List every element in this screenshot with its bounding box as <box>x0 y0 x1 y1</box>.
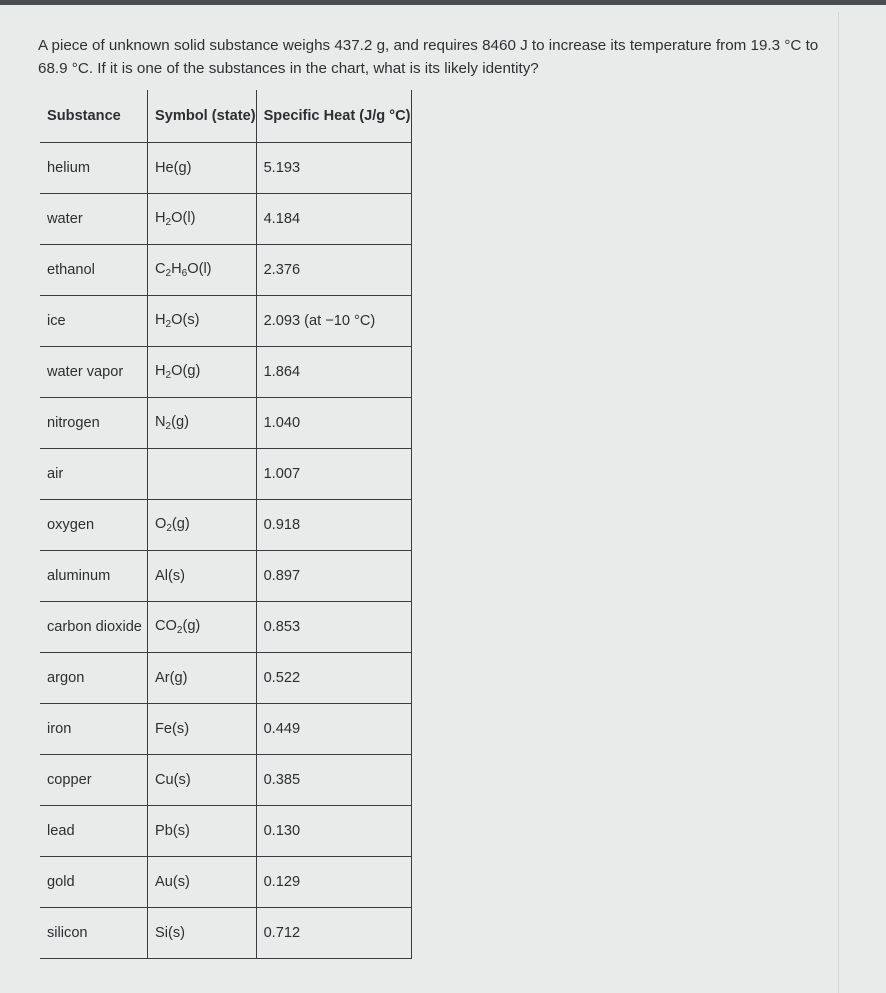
symbol-formula: Cu <box>155 772 174 788</box>
symbol-state: (g) <box>169 670 188 686</box>
specific-heat-cell: 0.712 <box>256 908 411 959</box>
symbol-cell <box>148 704 257 755</box>
symbol-rest: H <box>171 261 182 277</box>
symbol-state: (s) <box>167 925 186 941</box>
specific-heat-cell: 0.897 <box>256 551 411 602</box>
symbol-sub2: 6 <box>181 268 188 279</box>
table-row <box>40 398 411 449</box>
symbol-cell <box>148 908 257 959</box>
top-border-bar <box>0 0 886 5</box>
symbol-state: (s) <box>173 772 191 788</box>
symbol-sub: 2 <box>165 319 172 330</box>
symbol-formula: He <box>155 160 174 176</box>
question-text: A piece of unknown solid substance weighs 437.2 g, and requires 8460 J to increase its temperature from 19.3 °C to 68.9 °C. If it is one of the substances in the chart, what is its likely identity? <box>38 37 819 77</box>
symbol-state: (g) <box>173 160 192 176</box>
symbol-cell <box>148 245 257 296</box>
substance-cell: aluminum <box>40 551 148 602</box>
symbol-state: (l) <box>198 261 212 277</box>
symbol-cell <box>148 806 257 857</box>
substance-cell: iron <box>40 704 148 755</box>
symbol-cell <box>148 347 257 398</box>
symbol-formula: Fe <box>155 721 173 737</box>
table-header-row <box>40 90 411 143</box>
table-row <box>40 347 411 398</box>
symbol-sub: 2 <box>165 268 172 279</box>
symbol-formula: Al <box>155 568 168 584</box>
symbol-formula: Au <box>155 874 173 890</box>
specific-heat-cell: 4.184 <box>256 194 411 245</box>
header-specific-heat: Specific Heat (J/g °C) <box>256 90 411 143</box>
symbol-formula: Si <box>155 925 168 941</box>
symbol-formula: H <box>155 312 166 328</box>
substance-cell: air <box>40 449 148 500</box>
table-row <box>40 500 411 551</box>
table-row <box>40 245 411 296</box>
symbol-state: (s) <box>172 721 190 737</box>
symbol-formula: N <box>155 414 166 430</box>
symbol-cell <box>148 194 257 245</box>
symbol-cell <box>148 449 257 500</box>
specific-heat-cell: 5.193 <box>256 143 411 194</box>
symbol-cell <box>148 398 257 449</box>
table-row <box>40 296 411 347</box>
symbol-formula: Pb <box>155 823 173 839</box>
substance-cell: copper <box>40 755 148 806</box>
substance-cell: gold <box>40 857 148 908</box>
table-row <box>40 551 411 602</box>
table-row <box>40 704 411 755</box>
symbol-sub: 2 <box>165 421 172 432</box>
symbol-formula: Ar <box>155 670 170 686</box>
specific-heat-cell: 1.007 <box>256 449 411 500</box>
specific-heat-cell: 0.385 <box>256 755 411 806</box>
symbol-formula: C <box>155 261 166 277</box>
symbol-rest: O <box>171 210 183 226</box>
symbol-cell <box>148 551 257 602</box>
substance-cell: silicon <box>40 908 148 959</box>
symbol-rest2: O <box>187 261 199 277</box>
table-row <box>40 653 411 704</box>
specific-heat-cell: 2.093 (at −10 °C) <box>256 296 411 347</box>
symbol-cell <box>148 602 257 653</box>
table-row <box>40 449 411 500</box>
symbol-cell <box>148 755 257 806</box>
table-row <box>40 857 411 908</box>
substance-cell: oxygen <box>40 500 148 551</box>
header-symbol: Symbol (state) <box>148 90 257 143</box>
substance-cell: ice <box>40 296 148 347</box>
substance-cell: ethanol <box>40 245 148 296</box>
symbol-state: (s) <box>172 823 190 839</box>
symbol-cell <box>148 296 257 347</box>
symbol-formula: H <box>155 363 166 379</box>
symbol-state: (l) <box>182 210 196 226</box>
specific-heat-cell: 2.376 <box>256 245 411 296</box>
table-row <box>40 194 411 245</box>
specific-heat-cell: 0.130 <box>256 806 411 857</box>
table-row <box>40 806 411 857</box>
symbol-cell <box>148 143 257 194</box>
symbol-sub: 2 <box>176 625 183 636</box>
table-row <box>40 143 411 194</box>
specific-heat-cell: 0.853 <box>256 602 411 653</box>
specific-heat-table <box>40 90 412 959</box>
symbol-state: (g) <box>171 516 190 532</box>
symbol-state: (s) <box>167 568 186 584</box>
symbol-cell <box>148 500 257 551</box>
specific-heat-cell: 1.864 <box>256 347 411 398</box>
symbol-sub: 2 <box>165 217 172 228</box>
substance-cell: helium <box>40 143 148 194</box>
symbol-sub: 2 <box>166 523 172 534</box>
frame-divider <box>838 12 839 993</box>
symbol-formula: H <box>155 210 166 226</box>
symbol-rest: O <box>171 312 183 328</box>
substance-cell: argon <box>40 653 148 704</box>
substance-cell: water vapor <box>40 347 148 398</box>
symbol-formula: O <box>155 516 167 532</box>
specific-heat-cell: 0.918 <box>256 500 411 551</box>
symbol-formula: CO <box>155 618 177 634</box>
substance-cell: carbon dioxide <box>40 602 148 653</box>
symbol-rest: O <box>171 363 183 379</box>
symbol-cell <box>148 653 257 704</box>
specific-heat-cell: 0.129 <box>256 857 411 908</box>
symbol-state: (s) <box>172 874 190 890</box>
header-substance: Substance <box>40 90 148 143</box>
symbol-state: (g) <box>171 414 189 430</box>
substance-cell: lead <box>40 806 148 857</box>
specific-heat-cell: 1.040 <box>256 398 411 449</box>
symbol-cell <box>148 857 257 908</box>
specific-heat-cell: 0.522 <box>256 653 411 704</box>
symbol-sub: 2 <box>165 370 172 381</box>
table-row <box>40 602 411 653</box>
symbol-state: (g) <box>182 363 201 379</box>
specific-heat-cell: 0.449 <box>256 704 411 755</box>
symbol-state: (g) <box>182 618 201 634</box>
table-row <box>40 908 411 959</box>
substance-cell: nitrogen <box>40 398 148 449</box>
substance-cell: water <box>40 194 148 245</box>
symbol-state: (s) <box>182 312 200 328</box>
table-row <box>40 755 411 806</box>
